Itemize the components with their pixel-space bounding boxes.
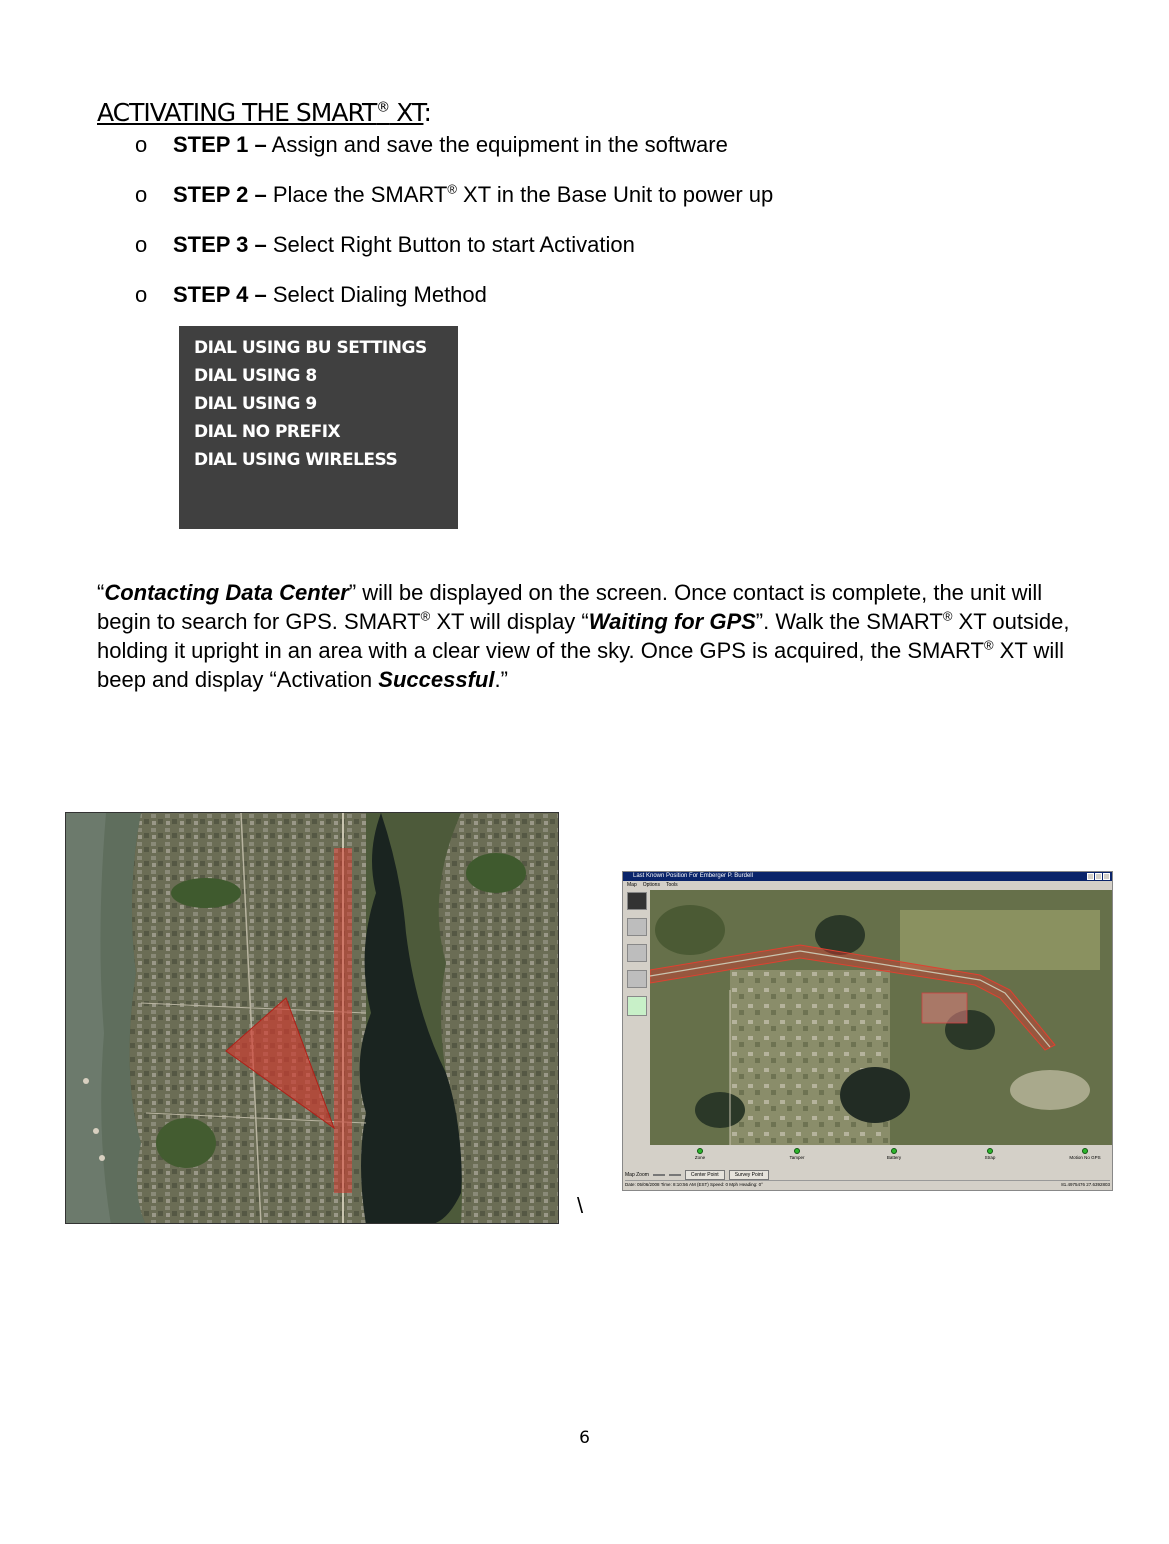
indicator-motion: Motion No GPS bbox=[1065, 1148, 1105, 1160]
dial-option[interactable]: DIAL NO PREFIX bbox=[194, 422, 341, 442]
map-view[interactable] bbox=[650, 890, 1112, 1145]
map-zoom-label: Map Zoom bbox=[625, 1172, 649, 1178]
dial-option[interactable]: DIAL USING 8 bbox=[194, 366, 317, 386]
indicator-zone: Zone bbox=[680, 1148, 720, 1160]
statusbar-coordinates: 81.4975476 27.6392803 bbox=[1061, 1182, 1110, 1187]
menu-tools[interactable]: Tools bbox=[665, 882, 678, 888]
page-number: 6 bbox=[579, 1428, 590, 1448]
aerial-map-image bbox=[65, 812, 559, 1224]
status-dot-icon bbox=[697, 1148, 703, 1154]
tracking-software-screenshot bbox=[622, 871, 1113, 1191]
survey-point-button[interactable]: Survey Point bbox=[729, 1170, 769, 1180]
equipment-icon[interactable] bbox=[627, 918, 647, 936]
indicator-battery: Battery bbox=[874, 1148, 914, 1160]
minimize-icon[interactable] bbox=[1087, 873, 1094, 880]
step-item: o STEP 1 – Assign and save the equipment in the software bbox=[135, 132, 728, 157]
step-item: o STEP 3 – Select Right Button to start Activation bbox=[135, 232, 635, 257]
dial-option[interactable]: DIAL USING BU SETTINGS bbox=[194, 338, 427, 358]
dial-method-menu bbox=[179, 326, 458, 529]
strap-icon[interactable] bbox=[627, 944, 647, 962]
status-dot-icon bbox=[794, 1148, 800, 1154]
activation-paragraph: “Contacting Data Center” will be displayed on the screen. Once contact is complete, the unit will begin to search for GPS. SMART® XT will display “Waiting for GPS”. Walk the SMART® XT outside, holding it upright in an area with a clear view of the sky. Once GPS is acquired, the SMART® XT will beep and display “Activation Successful.” bbox=[97, 580, 1070, 692]
steps-list bbox=[135, 132, 773, 332]
maximize-icon[interactable] bbox=[1095, 873, 1102, 880]
step-item: o STEP 2 – Place the SMART® XT in the Base Unit to power up bbox=[135, 181, 774, 207]
zoom-input[interactable] bbox=[653, 1174, 665, 1176]
tamper-icon[interactable] bbox=[627, 970, 647, 988]
device-icon[interactable] bbox=[627, 892, 647, 910]
indicator-tamper: Tamper bbox=[777, 1148, 817, 1160]
tool-column bbox=[625, 890, 649, 1145]
heading-title: ACTIVATING THE SMART® XT bbox=[97, 98, 424, 127]
statusbar-datetime: Date: 05/06/2008 Time: 8:10:56 AM (EST) Speed: 0 Mph Heading: 0° bbox=[625, 1182, 763, 1187]
close-icon[interactable] bbox=[1103, 873, 1110, 880]
indicator-strap: Strap bbox=[970, 1148, 1010, 1160]
status-dot-icon bbox=[1082, 1148, 1088, 1154]
status-indicators bbox=[650, 1146, 1112, 1168]
dial-option[interactable]: DIAL USING WIRELESS bbox=[194, 450, 398, 470]
window-titlebar: Last Known Position For Emberger P. Burdell bbox=[623, 872, 1112, 881]
window-statusbar bbox=[625, 1180, 1110, 1189]
dial-option[interactable]: DIAL USING 9 bbox=[194, 394, 317, 414]
battery-voltage-icon[interactable] bbox=[627, 996, 647, 1016]
center-point-button[interactable]: Center Point bbox=[685, 1170, 725, 1180]
step-item: o STEP 4 – Select Dialing Method bbox=[135, 282, 487, 307]
status-dot-icon bbox=[891, 1148, 897, 1154]
status-dot-icon bbox=[987, 1148, 993, 1154]
stray-backslash: \ bbox=[577, 1193, 584, 1218]
playback-controls[interactable] bbox=[669, 1174, 681, 1176]
window-buttons[interactable] bbox=[1087, 873, 1110, 880]
menu-options[interactable]: Options bbox=[642, 882, 660, 888]
section-heading: ACTIVATING THE SMART® XT: bbox=[97, 98, 431, 127]
menu-map[interactable]: Map bbox=[627, 882, 637, 888]
window-menubar bbox=[623, 881, 1112, 889]
